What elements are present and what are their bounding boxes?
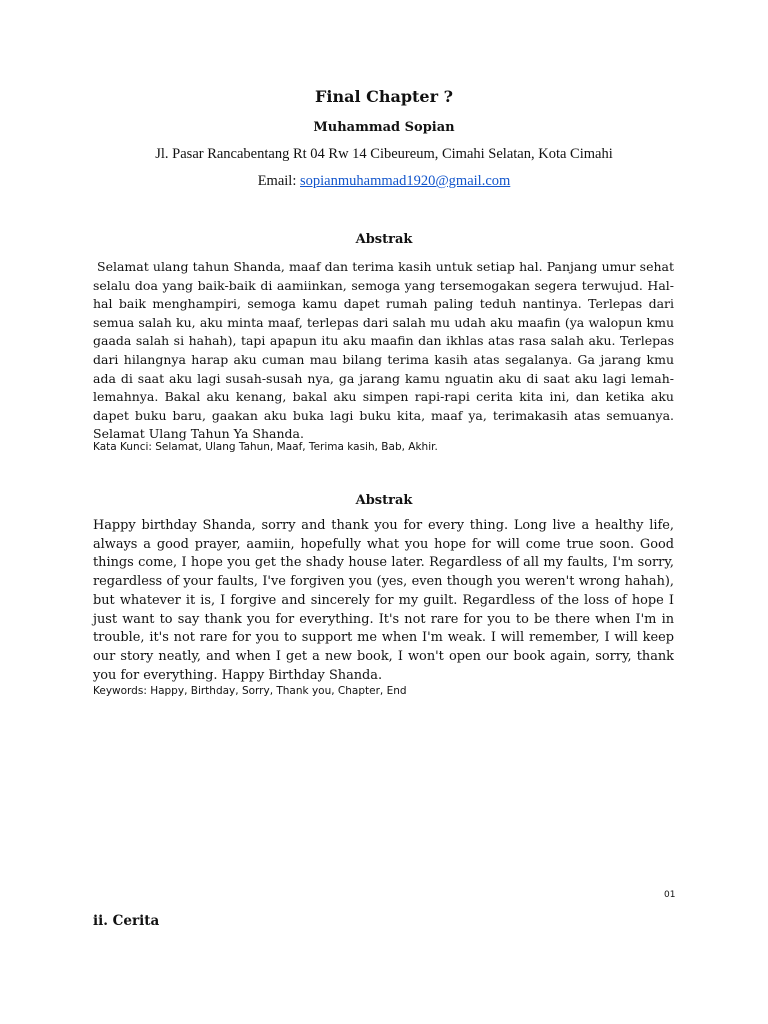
document-title: Final Chapter ?: [315, 87, 453, 106]
section-heading-cerita: ii. Cerita: [93, 913, 160, 929]
abstract-text-en: Happy birthday Shanda, sorry and thank you for every thing. Long live a healthy life, always a good prayer, aamiin, hopefully what you hope for will come true soon. Good things come, I hope you get the shady house later. Regardless of all my faults, I'm sorry, regardless of your faults, I've forgiven you (yes, even though you weren't wrong hahah), but whatever it is, I forgive and sincerely for my guilt. Regardless of the loss of hope I just want to say thank you for everything. It's not rare for you to be there when I'm in trouble, it's not rare for you to support me when I'm weak. I will remember, I will keep our story neatly, and when I get a new book, I won't open our book again, sorry, thank you for everything. Happy Birthday Shanda.: [93, 518, 674, 683]
page-number: 01: [664, 890, 676, 900]
author-name: Muhammad Sopian: [313, 120, 455, 135]
author-address: Jl. Pasar Rancabentang Rt 04 Rw 14 Cibeureum, Cimahi Selatan, Kota Cimahi: [155, 146, 613, 162]
keywords-id: Kata Kunci: Selamat, Ulang Tahun, Maaf, Terima kasih, Bab, Akhir.: [93, 441, 438, 453]
abstract-text-id: Selamat ulang tahun Shanda, maaf dan terima kasih untuk setiap hal. Panjang umur sehat selalu doa yang baik-baik di aamiinkan, semoga yang tersemogakan segera terwujud. Hal-hal baik menghampiri, semoga kamu dapet rumah paling teduh nantinya. Terlepas dari semua salah ku, aku minta maaf, terlepas dari salah mu udah aku maafin (ya walopun kmu gaada salah si hahah), tapi apapun itu aku maafin dan ikhlas atas rasa salah aku. Terlepas dari hilangnya harap aku cuman mau bilang terima kasih atas segalanya. Ga jarang kmu ada di saat aku lagi susah-susah nya, ga jarang kamu nguatin aku di saat aku lagi lemah-lemahnya. Bakal aku kenang, bakal aku simpen rapi-rapi cerita kita ini, dan ketika aku dapet buku baru, gaakan aku buka lagi buku kita, maaf ya, terimakasih atas semuanya. Selamat Ulang Tahun Ya Shanda.: [93, 259, 674, 442]
email-link[interactable]: sopianmuhammad1920@gmail.com: [300, 173, 511, 189]
email-line: [0, 173, 768, 190]
abstract-heading-en: Abstrak: [355, 493, 413, 508]
email-label: Email:: [257, 173, 300, 189]
abstract-heading-id: Abstrak: [355, 232, 413, 247]
keywords-en: Keywords: Happy, Birthday, Sorry, Thank you, Chapter, End: [93, 685, 407, 697]
